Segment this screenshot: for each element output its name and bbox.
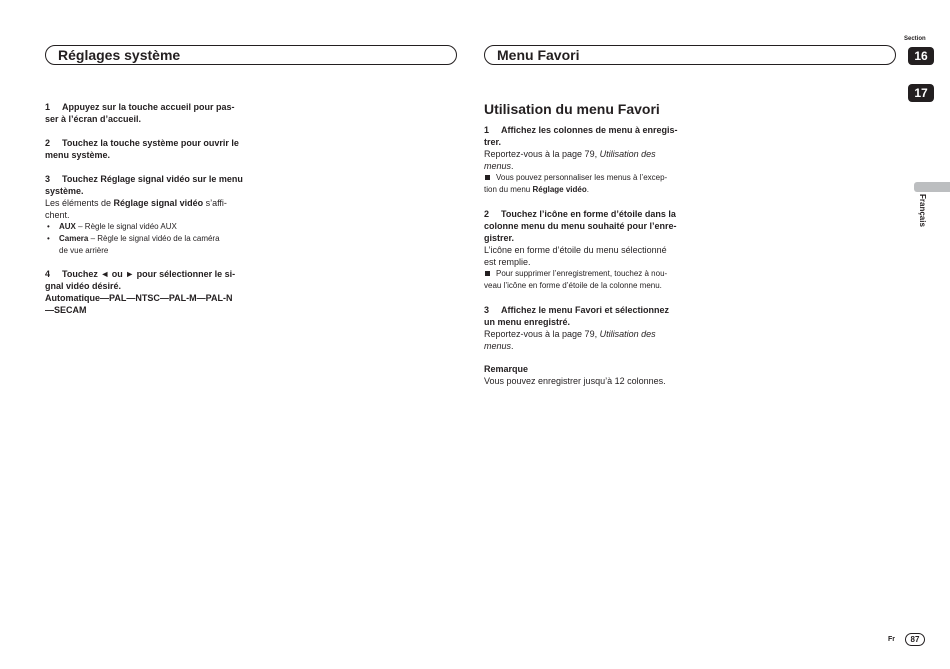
right-column: 1 Affichez les colonnes de menu à enregis- trer. Reportez-vous à la page 79, Utilisation des menus. Vous pouvez personnaliser les menus à l’excep- tion du menu Réglage vidéo. 2 Touchez l’icône en forme d’étoile dans la colonne menu du menu souhaité pour l’enre- gistrer. L’icône en forme d’étoile du menu sélectionné est remplie. Pour supprimer l’enregistrement, touchez à nou- veau l’icône en forme d’étoile de la colonne menu. 3 Affichez le menu Favori et sélectionnez un menu enregistré. Reportez-vous à la page 79, Utilisation des menus. Remarque Vous pouvez enregistrer jusqu’à 12 colonnes. bbox=[484, 124, 689, 387]
list-item-aux: • AUX – Règle le signal vidéo AUX bbox=[59, 221, 255, 233]
step-2: 2 Touchez la touche système pour ouvrir le menu système. bbox=[45, 138, 239, 160]
page-title: Utilisation du menu Favori bbox=[484, 101, 660, 117]
section-label: Section bbox=[904, 36, 926, 42]
favori-step-1: 1 Affichez les colonnes de menu à enregis- trer. bbox=[484, 125, 678, 147]
favori-step-2-note: Pour supprimer l’enregistrement, touchez à nou- veau l’icône en forme d’étoile de la colonne menu. bbox=[484, 269, 668, 290]
note-square-icon bbox=[485, 271, 490, 276]
favori-step-3-ref: Reportez-vous à la page 79, Utilisation des bbox=[484, 329, 656, 339]
remark-title: Remarque bbox=[484, 364, 529, 374]
language-tab bbox=[914, 182, 950, 192]
favori-step-1-note: Vous pouvez personnaliser les menus à l’excep- tion du menu Réglage vidéo. bbox=[484, 173, 668, 194]
video-signal-options-list bbox=[45, 221, 255, 257]
footer-language-code: Fr bbox=[888, 636, 895, 643]
favori-step-3: 3 Affichez le menu Favori et sélectionnez un menu enregistré. bbox=[484, 305, 670, 327]
section-header-left-title: Réglages système bbox=[58, 47, 181, 63]
step-4: 4 Touchez ◄ ou ► pour sélectionner le si- gnal vidéo désiré. Automatique—PAL—NTSC—PAL-M—PAL-N —SECAM bbox=[45, 268, 255, 316]
favori-step-2: 2 Touchez l’icône en forme d’étoile dans la colonne menu du menu souhaité pour l’enre- gistrer. bbox=[484, 209, 677, 243]
language-label: Français bbox=[918, 194, 927, 227]
signal-options-cont: —SECAM bbox=[45, 305, 87, 315]
remark-text: Vous pouvez enregistrer jusqu’à 12 colonnes. bbox=[484, 376, 666, 386]
section-header-right-title: Menu Favori bbox=[497, 47, 580, 63]
section-tab-16: 16 bbox=[908, 47, 934, 65]
note-square-icon bbox=[485, 175, 490, 180]
step-3-body: Les éléments de Réglage signal vidéo s’affi- bbox=[45, 198, 227, 208]
signal-options: Automatique—PAL—NTSC—PAL-M—PAL-N bbox=[45, 293, 233, 303]
step-1: 1 Appuyez sur la touche accueil pour pas- ser à l’écran d’accueil. bbox=[45, 102, 235, 124]
page-number: 87 bbox=[905, 633, 925, 646]
section-header-left bbox=[45, 45, 457, 65]
list-item-camera: • Camera – Règle le signal vidéo de la caméra de vue arrière bbox=[59, 233, 255, 257]
section-tab-17: 17 bbox=[908, 84, 934, 102]
section-header-right bbox=[484, 45, 896, 65]
step-3: 3 Touchez Réglage signal vidéo sur le menu système. bbox=[45, 174, 243, 196]
favori-step-1-ref: Reportez-vous à la page 79, Utilisation des bbox=[484, 149, 656, 159]
left-column: 1 Appuyez sur la touche accueil pour pas- ser à l’écran d’accueil. 2 Touchez la touche système pour ouvrir le menu système. 3 Touchez Réglage signal vidéo sur le menu système. Les éléments de Réglage signal vidéo s’affi- chent. • AUX – Règle le signal vidéo AUX • Camera – Règle le signal vidéo de la caméra de vue arrière 4 Touchez ◄ ou ► pour sélectionner le si- gnal vidéo désiré. Automatique—PAL—NTSC—PAL-M—PAL-N —SECAM bbox=[45, 101, 255, 316]
